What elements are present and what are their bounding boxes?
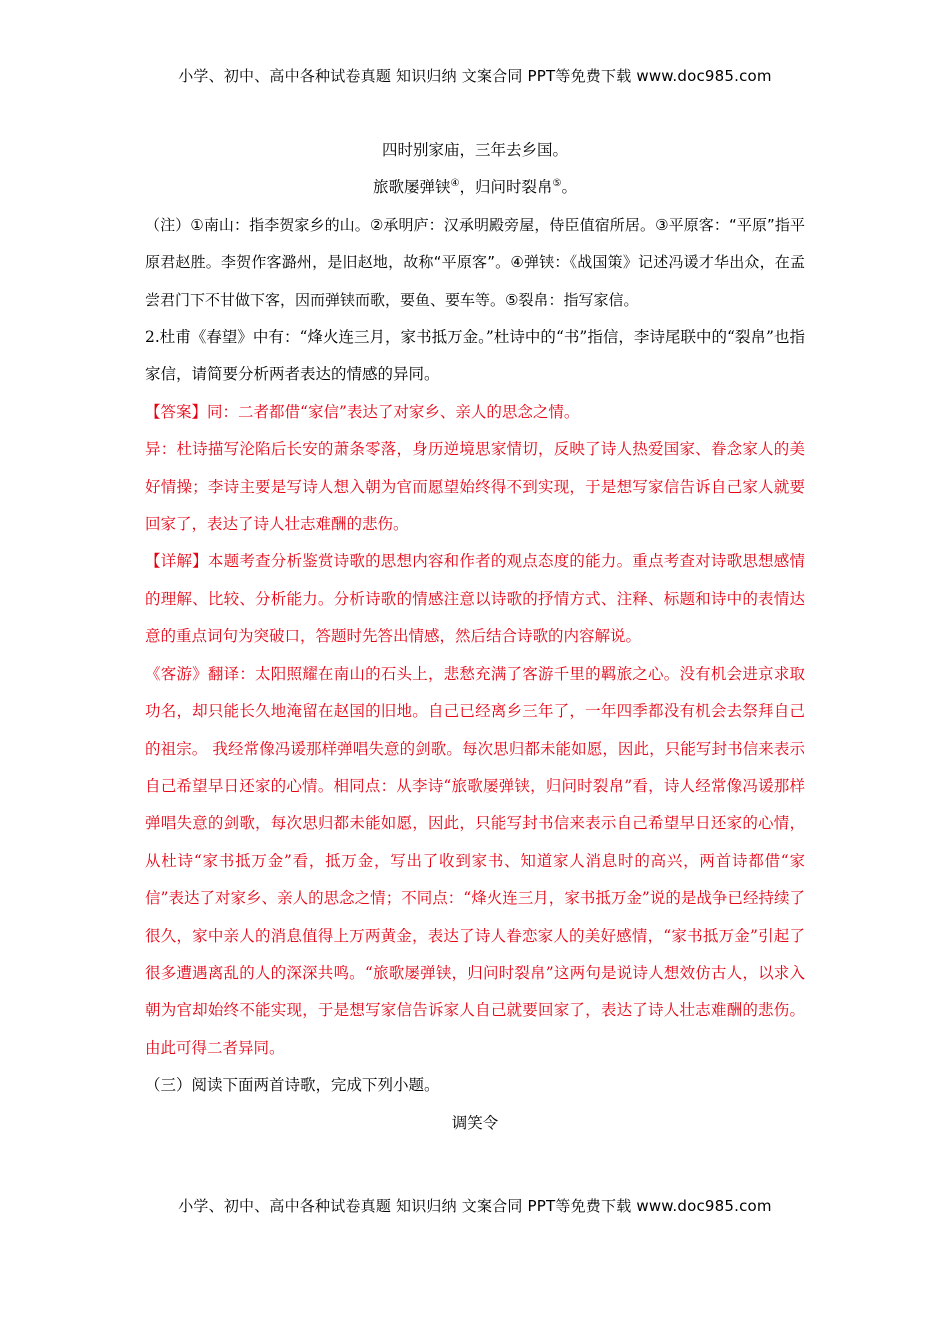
next-poem-title: 调笑令 — [451, 1113, 499, 1132]
poem-notes: （注）①南山：指李贺家乡的山。②承明庐：汉承明殿旁屋，侍臣值宿所居。③平原客：“平原”指平原君赵胜。李贺作客潞州，是旧赵地，故称“平原客”。④弹铗：《战国策》记述冯谖才华出众，在孟尝君门下不甘做下客，因而弹铗而歌，要鱼、要车等。⑤裂帛：指写家信。 — [145, 215, 805, 309]
footnote-4: ④ — [450, 178, 460, 190]
poem-line-1: 四时别家庙，三年去乡国。 — [381, 141, 568, 159]
question-2: 2.杜甫《春望》中有：“烽火连三月，家书抵万金。”杜诗中的“书”指信，李诗尾联中的“裂帛”也指家信，请简要分析两者表达的情感的异同。 — [145, 328, 805, 384]
answer-tag: 【答案】 — [145, 402, 208, 421]
page-footer: 小学、初中、高中各种试卷真题 知识归纳 文案合同 PPT等免费下载 www.doc985.com — [178, 1197, 772, 1215]
answer-same: 【答案】同：二者都借“家信”表达了对家乡、亲人的思念之情。 — [145, 402, 580, 421]
detail-tag: 【详解】 — [145, 552, 208, 571]
translation-paragraph: 《客游》翻译：太阳照耀在南山的石头上，悲愁充满了客游千里的羁旅之心。没有机会进京求取功名，却只能长久地淹留在赵国的旧地。自己已经离乡三年了，一年四季都没有机会去祭拜自己的祖宗。 我经常像冯谖那样弹唱失意的剑歌。每次思归都未能如愿，因此，只能写封书信来表示自己希望早日还家的心情。相同点：从李诗“旅歌屡弹铗，归问时裂帛”看，诗人经常像冯谖那样弹唱失意的剑歌，每次思归都未能如愿，因此，只能写封书信来表示自己希望早日还家的心情，从杜诗“家书抵万金”看，抵万金，写出了收到家书、知道家人消息时的高兴，两首诗都借“家信”表达了对家乡、亲人的思念之情；不同点：“烽火连三月，家书抵万金”说的是战争已经持续了很久，家中亲人的消息值得上万两黄金，表达了诗人眷恋家人的美好感情，“家书抵万金”引起了很多遭遇离乱的人的深深共鸣。“旅歌屡弹铗，归问时裂帛”这两句是说诗人想效仿古人，以求入朝为官却始终不能实现，于是想写家信告诉家人自己就要回家了，表达了诗人壮志难酬的悲伤。由此可得二者异同。 — [145, 664, 805, 1057]
answer-diff: 异：杜诗描写沦陷后长安的萧条零落，身历逆境思家情切，反映了诗人热爱国家、眷念家人的美好情操；李诗主要是写诗人想入朝为官而愿望始终得不到实现，于是想写家信告诉自己家人就要回家了，表达了诗人壮志难酬的悲伤。 — [145, 440, 805, 534]
footnote-5: ⑤ — [552, 178, 562, 190]
document-body — [145, 132, 805, 1142]
detail-paragraph: 【详解】本题考查分析鉴赏诗歌的思想内容和作者的观点态度的能力。重点考查对诗歌思想感情的理解、比较、分析能力。分析诗歌的情感注意以诗歌的抒情方式、注释、标题和诗中的表情达意的重点词句为突破口，答题时先答出情感，然后结合诗歌的内容解说。 — [145, 552, 805, 646]
page-header: 小学、初中、高中各种试卷真题 知识归纳 文案合同 PPT等免费下载 www.doc985.com — [178, 67, 772, 85]
section-3-heading: （三）阅读下面两首诗歌，完成下列小题。 — [145, 1076, 440, 1095]
poem-line-2: 旅歌屡弹铗④，归问时裂帛⑤。 — [373, 178, 577, 197]
